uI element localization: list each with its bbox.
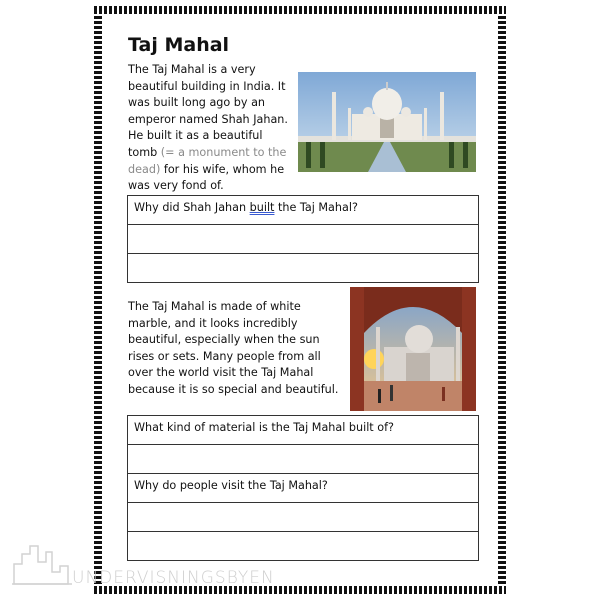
answer-line[interactable] bbox=[128, 225, 478, 254]
paragraph-1-text: The Taj Mahal is a very beautiful building in India. It was built long ago by an emperor named Shah Jahan. He built it as a beautiful tomb bbox=[128, 63, 288, 159]
question-1-underlined-word: built bbox=[249, 201, 275, 214]
question-3: Why do people visit the Taj Mahal? bbox=[134, 479, 328, 492]
question-row bbox=[128, 474, 478, 503]
paragraph-1-end: for his wife, whom he was very fond of. bbox=[128, 162, 285, 193]
tomb-gloss: (= a monument to the dead) bbox=[128, 145, 287, 176]
taj-mahal-day-image bbox=[298, 72, 476, 172]
question-row bbox=[128, 196, 478, 225]
paragraph-2: The Taj Mahal is made of white marble, and it looks incredibly beautiful, especially when the sun rises or sets. Many people from all over the world visit the Taj Mahal because it is so special and beautiful. bbox=[128, 300, 339, 396]
answer-line[interactable] bbox=[128, 503, 478, 532]
page-title: Taj Mahal bbox=[128, 34, 230, 56]
paragraph-1 bbox=[128, 62, 292, 195]
answer-line[interactable] bbox=[128, 254, 478, 282]
question-row bbox=[128, 416, 478, 445]
question-1-part-a: Why did Shah Jahan bbox=[134, 201, 250, 214]
answer-line[interactable] bbox=[128, 445, 478, 474]
question-1-part-b: the Taj Mahal? bbox=[274, 201, 358, 214]
taj-mahal-sunset-image bbox=[350, 287, 476, 411]
watermark-text: UNDERVISNINGSBYEN bbox=[72, 568, 275, 588]
question-1 bbox=[134, 201, 358, 214]
question-2: What kind of material is the Taj Mahal built of? bbox=[134, 421, 394, 434]
watermark bbox=[12, 540, 312, 590]
question-box-1 bbox=[127, 195, 479, 283]
city-skyline-icon bbox=[12, 542, 74, 586]
